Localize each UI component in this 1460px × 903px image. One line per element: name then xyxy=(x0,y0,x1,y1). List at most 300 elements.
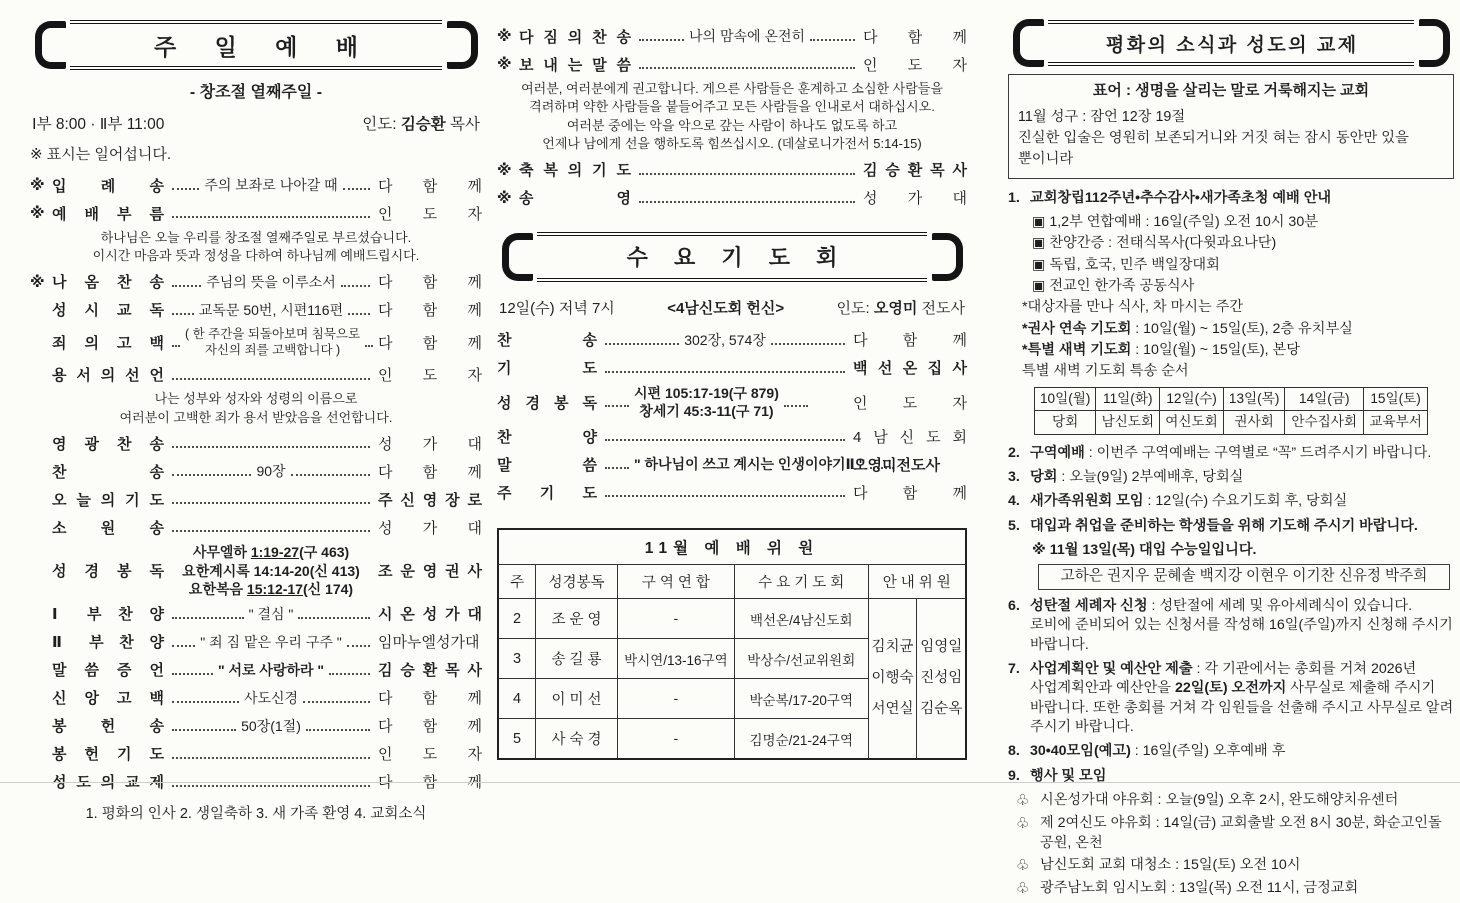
ushers-left-cell: 김치균 이행숙 서연실 xyxy=(868,599,917,760)
dot-leader xyxy=(329,665,370,675)
dot-leader xyxy=(172,665,213,675)
news-section xyxy=(1008,20,1454,903)
group-cell: 교육부서 xyxy=(1364,411,1428,434)
announcement-text: 30•40모임(예고) : 16일(주일) 오후예배 후 xyxy=(1030,743,1286,760)
service-item-assignee: 다 함 께 xyxy=(378,463,482,481)
service-item-name: 찬 송 xyxy=(52,463,164,481)
service-item-name: 송 영 xyxy=(519,190,631,208)
dot-leader xyxy=(172,438,370,448)
service-item-middle xyxy=(164,494,378,504)
service-times: Ⅰ부 8:00 · Ⅱ부 11:00 xyxy=(32,116,165,133)
news-title: 평화의 소식과 성도의 교제 xyxy=(1105,34,1359,56)
service-item-assignee: 임마누엘성가대 xyxy=(378,634,480,652)
event-bullet-text: 시온성가대 야유회 : 오늘(9일) 오후 2시, 완도해양치유센터 xyxy=(1040,791,1399,808)
scroll-ornament-icon xyxy=(442,20,482,70)
service-item-middle xyxy=(597,455,866,473)
service-item-name: 봉 헌 기 도 xyxy=(52,746,164,764)
service-item-assignee: 다 함 께 xyxy=(378,334,482,352)
scripture-reader-cell: 이 미 선 xyxy=(536,679,618,719)
dot-leader xyxy=(639,31,684,41)
service-item-middle xyxy=(597,384,853,420)
church-motto: 표어 : 생명을 살리는 말로 거룩해지는 교회 xyxy=(1092,82,1370,99)
service-item-name: 성 시 교 독 xyxy=(52,302,164,320)
dot-leader xyxy=(343,180,370,190)
service-item-detail: ( 한 주간을 되돌아보며 침묵으로 자신의 죄를 고백합니다 ) xyxy=(185,326,361,358)
service-item-assignee: 김 승 환 목 사 xyxy=(863,162,967,180)
service-item-middle xyxy=(631,59,863,69)
announcement-item xyxy=(1008,444,1454,463)
service-item-detail: 주의 보좌로 나아갈 때 xyxy=(204,176,338,193)
dot-leader xyxy=(172,637,195,647)
dot-leader xyxy=(605,487,845,497)
service-item-middle xyxy=(164,605,378,623)
scroll-ornament-icon xyxy=(497,232,537,282)
announcement-text: 사업계획안 및 예산안 제출 : 각 기관에서는 총회를 거쳐 2026년 사업계획안과 예산안을 22일(토) 오전까지 사무실로 제출해 주시기 바랍니다. 또한 총회를 거쳐 각 임원들을 선출해 주시고 사무실로 알려 주시기 바랍니다. xyxy=(1030,660,1454,735)
announcement-number: 7. xyxy=(1008,660,1020,677)
dot-leader xyxy=(347,637,370,647)
service-item-middle xyxy=(164,438,378,448)
service-item-assignee: 김 승 환 목 사 xyxy=(378,662,482,680)
announcement-text: 새가족위원회 모임 : 12일(수) 수요기도회 후, 당회실 xyxy=(1030,493,1348,510)
service-item xyxy=(30,173,482,197)
announcement-text: 행사 및 모임 xyxy=(1030,767,1107,784)
dot-leader xyxy=(172,522,370,532)
wednesday-prayer-cell: 박상수/선교위원회 xyxy=(734,639,868,679)
dot-leader xyxy=(605,459,629,469)
standing-marker-icon: ※ xyxy=(497,28,512,45)
group-cell: 남신도회 xyxy=(1096,411,1160,434)
service-item-name: 성 경 봉 독 xyxy=(52,563,164,581)
announcement-number: 1. xyxy=(1008,189,1020,206)
group-cell: 안수집사회 xyxy=(1285,411,1364,434)
announcement-subline: 특별 새벽 기도회 특송 순서 xyxy=(1022,363,1189,380)
service-item-middle xyxy=(164,301,378,319)
announcement-item xyxy=(1008,660,1454,737)
announcement-subline: *특별 새벽 기도회 : 10일(월) ~ 15일(토), 본당 xyxy=(1022,342,1300,358)
sunday-worship-section xyxy=(30,20,482,823)
announcement-item xyxy=(1008,742,1454,761)
service-item xyxy=(30,487,482,511)
service-item-detail: 주님의 뜻을 이루소서 xyxy=(206,273,336,290)
column-header: 수 요 기 도 회 xyxy=(734,565,868,599)
service-item xyxy=(30,459,482,483)
service-item-detail: 90장 xyxy=(256,463,286,480)
service-item-middle xyxy=(631,193,863,203)
announcement-subline: *대상자를 만나 식사, 차 마시는 주간 xyxy=(1022,299,1244,316)
week-number-cell: 2 xyxy=(498,599,536,639)
dot-leader xyxy=(639,59,855,69)
service-item-name: 신 앙 고 백 xyxy=(52,690,164,708)
standing-marker-icon: ※ xyxy=(30,177,45,194)
service-item-name: 오 늘 의 기 도 xyxy=(52,491,164,509)
service-item-middle xyxy=(631,27,863,45)
service-item-middle xyxy=(164,326,378,359)
announcement-text: 교회창립112주년•추수감사•새가족초청 예배 안내 xyxy=(1030,189,1332,206)
wednesday-prayer-cell: 백선온/4남신도회 xyxy=(734,599,868,639)
wednesday-leader: 인도: 오영미 전도사 xyxy=(836,299,965,317)
service-schedule-row xyxy=(32,112,480,134)
service-item xyxy=(497,480,967,504)
service-item-middle xyxy=(164,633,378,651)
clover-icon: ♧ xyxy=(1016,791,1030,809)
service-item-middle xyxy=(164,462,378,480)
service-item-name: 기 도 xyxy=(497,360,597,378)
service-item-name: 성 도 의 교 제 xyxy=(52,774,164,792)
service-item xyxy=(497,384,967,420)
announcement-number: 6. xyxy=(1008,598,1020,614)
worship-committee-table-wrap xyxy=(497,528,967,760)
service-item-detail: 교독문 50번, 시편116편 xyxy=(198,301,344,318)
dot-leader xyxy=(172,494,370,504)
service-item-assignee: 성 가 대 xyxy=(378,519,482,537)
service-item-assignee: 시 온 성 가 대 xyxy=(378,606,482,624)
service-item-name: 찬 양 xyxy=(497,428,597,446)
wednesday-dedication: <4남신도회 헌신> xyxy=(667,299,785,317)
service-item xyxy=(30,362,482,386)
dot-leader xyxy=(639,193,855,203)
clover-icon: ♧ xyxy=(1016,856,1030,874)
dot-leader xyxy=(771,335,845,345)
service-item-assignee: 다 함 께 xyxy=(378,690,482,708)
announcement-number: 9. xyxy=(1008,767,1020,784)
dot-leader xyxy=(365,337,373,347)
ushers-right-cell: 임영일 진성임 김순옥 xyxy=(917,599,966,760)
middle-section xyxy=(497,20,967,760)
service-item-assignee: 성 가 대 xyxy=(378,435,482,453)
service-item-detail: 302장, 574장 xyxy=(684,331,766,348)
service-item-assignee: 다 함 께 xyxy=(853,484,967,502)
service-item xyxy=(30,630,482,654)
service-leader: 인도: 김승환 목사 xyxy=(362,116,480,133)
announcement-subline: ▣ 전교인 한가족 공동식사 xyxy=(1032,278,1195,295)
announcement-subline: *권사 연속 기도회 : 10일(월) ~ 15일(토), 2층 유치부실 xyxy=(1022,320,1353,337)
service-item-assignee: 다 함 께 xyxy=(378,302,482,320)
service-item-assignee: 다 함 께 xyxy=(378,774,482,792)
scripture-reader-cell: 조 운 영 xyxy=(536,599,618,639)
service-item-assignee: 인 도 자 xyxy=(853,394,967,412)
announcement-subline: ▣ 1,2부 연합예배 : 16일(주일) 오전 10시 30분 xyxy=(1032,214,1318,231)
service-item-name: 찬 송 xyxy=(497,332,597,350)
service-item-detail: 나의 맘속에 온전히 xyxy=(689,27,805,44)
service-item-name: 보 내 는 말 씀 xyxy=(519,56,631,74)
service-item-name: 말 씀 xyxy=(497,456,597,474)
service-item-detail: " 하나님이 쓰고 계시는 인생이야기Ⅱ " xyxy=(634,456,866,473)
service-item-name: Ⅰ 부 찬 양 xyxy=(52,606,164,624)
scroll-ornament-icon xyxy=(30,20,70,70)
wednesday-prayer-banner xyxy=(497,232,967,282)
dot-leader xyxy=(172,721,236,731)
service-item-assignee: 다 함 께 xyxy=(378,718,482,736)
service-item-name: 말 씀 증 언 xyxy=(52,662,164,680)
dot-leader xyxy=(291,466,370,476)
event-bullet-item xyxy=(1008,814,1454,853)
standing-instruction-note: ※ 표시는 일어섭니다. xyxy=(30,146,171,163)
motto-box xyxy=(1008,74,1454,179)
dot-leader xyxy=(172,208,370,218)
service-item xyxy=(30,742,482,766)
dawn-prayer-week-table-wrap xyxy=(1032,387,1454,435)
standing-marker-icon: ※ xyxy=(497,189,512,207)
announcement-list xyxy=(1008,189,1454,900)
announcement-item xyxy=(1008,597,1454,655)
day-header: 14일(금) xyxy=(1285,387,1364,410)
announcement-text: 성탄절 세례자 신청 : 성탄절에 세례 및 유아세례식이 있습니다. 로비에 준비되어 있는 신청서를 작성해 16일(주일)까지 신청해 주시기 바랍니다. xyxy=(1030,598,1453,653)
sunday-worship-banner xyxy=(30,20,482,70)
service-item-middle xyxy=(597,331,853,349)
service-item-name: 예 배 부 름 xyxy=(52,205,164,223)
group-cell: 당회 xyxy=(1035,411,1096,434)
dot-leader xyxy=(298,609,370,619)
service-item-assignee: 오영미전도사 xyxy=(853,456,940,474)
service-item-detail: " 결심 " xyxy=(248,605,294,622)
explanation-note: 여러분, 여러분에게 권고합니다. 게으른 사람들은 훈계하고 소심한 사람들을 격려하며 약한 사람들을 붙들어주고 모든 사람들을 인내로서 대하십시오. 여러분 중에는 악을 악으로 갚는 사람이 하나도 없도록 하고 언제나 남에게 선을 행하도록 힘쓰십시오. (데살로니가전서 5:14-15) xyxy=(521,81,943,152)
scroll-ornament-icon xyxy=(927,232,967,282)
column-header: 구 역 연 합 xyxy=(617,565,734,599)
dot-leader xyxy=(172,749,370,759)
service-item xyxy=(30,543,482,598)
dawn-prayer-week-table xyxy=(1034,387,1428,435)
service-item-assignee: 인 도 자 xyxy=(378,746,482,764)
announcement-text: 당회 : 오늘(9일) 2부예배후, 당회실 xyxy=(1030,468,1244,485)
worship-committee-table xyxy=(497,528,967,760)
service-item xyxy=(30,686,482,710)
day-header: 13일(목) xyxy=(1223,387,1284,410)
table-header-row xyxy=(1035,387,1428,410)
wednesday-prayer-cell: 김명순/21-24구역 xyxy=(734,719,868,760)
banner-frame xyxy=(537,232,927,282)
service-item-name: 성 경 봉 독 xyxy=(497,394,597,412)
announcement-subline: ▣ 독립, 호국, 민주 백일장대회 xyxy=(1032,256,1220,273)
service-item-detail: " 죄 짐 맡은 우리 구주 " xyxy=(200,633,342,650)
service-item-detail: 사무엘하 1:19-27(구 463) 요한계시록 14:14-20(신 413) 요한복음 15:12-17(신 174) xyxy=(182,544,360,597)
wednesday-info-row xyxy=(499,297,965,318)
column-header: 성경봉독 xyxy=(536,565,618,599)
monthly-verse-reference: 11월 성구 : 잠언 12장 19절 xyxy=(1018,108,1186,125)
dot-leader xyxy=(639,165,855,175)
announcement-text: 구역예배 : 이번주 구역예배는 구역별로 “꼭” 드려주시기 바랍니다. xyxy=(1030,444,1432,461)
service-item-name: Ⅱ 부 찬 양 xyxy=(52,634,164,652)
standing-marker-icon: ※ xyxy=(497,56,512,73)
dot-leader xyxy=(605,363,845,373)
service-item-detail: 50장(1절) xyxy=(241,717,301,734)
service-item-assignee: 백 선 온 집 사 xyxy=(853,360,967,378)
day-header: 11일(화) xyxy=(1096,387,1160,410)
dot-leader xyxy=(605,335,679,345)
exam-students-name-box: 고하은 권지우 문혜솔 백지강 이현우 이기찬 신유정 박주희 xyxy=(1038,564,1450,590)
service-item-detail: 사도신경 xyxy=(243,689,299,706)
service-item-middle xyxy=(164,369,378,379)
announcement-item xyxy=(1008,189,1454,208)
announcement-item xyxy=(1008,492,1454,511)
service-item-middle xyxy=(597,487,853,497)
service-item-middle xyxy=(164,717,378,735)
dot-leader xyxy=(341,277,370,287)
service-item xyxy=(30,298,482,322)
dot-leader xyxy=(172,277,201,287)
day-header: 10일(월) xyxy=(1035,387,1096,410)
announcement-number: 3. xyxy=(1008,468,1020,485)
service-item-name: 영 광 찬 송 xyxy=(52,435,164,453)
dot-leader xyxy=(172,369,370,379)
event-bullet-text: 광주남노회 임시노회 : 13일(목) 오전 11시, 금정교회 xyxy=(1040,880,1359,897)
dot-leader xyxy=(605,431,845,441)
table-row xyxy=(1035,411,1428,434)
announcement-number: 2. xyxy=(1008,444,1020,461)
service-item xyxy=(30,326,482,359)
event-bullet-text: 제 2여신도 야유회 : 14일(금) 교회출발 오전 8시 30분, 화순고인돌 공원, 온천 xyxy=(1040,815,1442,851)
service-item-assignee: 4 남 신 도 회 xyxy=(853,428,967,446)
column-header: 안 내 위 원 xyxy=(868,565,966,599)
service-item-assignee: 다 함 께 xyxy=(378,274,482,292)
service-item xyxy=(497,52,967,76)
service-item xyxy=(497,24,967,48)
district-union-cell: 박시연/13-16구역 xyxy=(617,639,734,679)
service-item-assignee: 다 함 께 xyxy=(853,332,967,350)
service-item-assignee: 조 운 영 권 사 xyxy=(378,563,482,581)
wednesday-prayer-title: 수 요 기 도 회 xyxy=(626,245,848,271)
week-number-cell: 3 xyxy=(498,639,536,679)
clover-icon: ♧ xyxy=(1016,880,1030,898)
service-item-middle xyxy=(164,273,378,291)
service-item-detail: 시편 105:17-19(구 879) 창세기 45:3-11(구 71) xyxy=(634,384,779,419)
clover-icon: ♧ xyxy=(1016,815,1030,833)
dot-leader xyxy=(172,180,199,190)
service-item-detail: " 서로 사랑하라 " xyxy=(217,661,325,678)
service-item-middle xyxy=(597,363,853,373)
service-item-name: 입 례 송 xyxy=(52,177,164,195)
service-item-middle xyxy=(164,749,378,759)
service-item xyxy=(497,328,967,352)
dot-leader xyxy=(172,337,180,347)
service-item-assignee: 다 함 께 xyxy=(863,28,967,46)
service-item-middle xyxy=(164,543,378,598)
service-item xyxy=(30,658,482,682)
wednesday-order-of-worship xyxy=(497,328,967,504)
announcement-number: 4. xyxy=(1008,493,1020,510)
district-union-cell: - xyxy=(617,599,734,639)
liturgical-season-subtitle: - 창조절 열째주일 - xyxy=(189,84,323,101)
sunday-order-of-worship xyxy=(30,173,482,794)
service-item-assignee: 인 도 자 xyxy=(863,56,967,74)
scripture-reader-cell: 송 길 룡 xyxy=(536,639,618,679)
dot-leader xyxy=(172,609,244,619)
service-item-assignee: 성 가 대 xyxy=(863,190,967,208)
service-item-middle xyxy=(164,661,378,679)
service-item-name: 봉 헌 송 xyxy=(52,718,164,736)
committee-table-title: 11월 예 배 위 원 xyxy=(498,529,966,565)
dot-leader xyxy=(303,693,370,703)
service-item-name: 축 복 의 기 도 xyxy=(519,162,631,180)
service-item xyxy=(497,158,967,182)
table-row xyxy=(498,599,966,639)
district-union-cell: - xyxy=(617,679,734,719)
announcement-subline: ▣ 찬양간증 : 전태식목사(다윗과요나단) xyxy=(1032,235,1277,252)
dot-leader xyxy=(348,305,370,315)
event-bullet-item xyxy=(1008,879,1454,899)
group-cell: 권사회 xyxy=(1223,411,1284,434)
explanation-note: 하나님은 오늘 우리를 창조절 열째주일로 부르셨습니다. 이시간 마음과 뜻과 정성을 다하여 하나님께 예배드립시다. xyxy=(92,230,420,264)
day-header: 15일(토) xyxy=(1364,387,1428,410)
week-number-cell: 4 xyxy=(498,679,536,719)
standing-marker-icon: ※ xyxy=(30,205,45,222)
announcement-item xyxy=(1008,517,1454,536)
wednesday-datetime: 12일(수) 저녁 7시 xyxy=(499,299,615,317)
service-item-name: 주 기 도 xyxy=(497,484,597,502)
service-item xyxy=(30,515,482,539)
service-item-assignee: 인 도 자 xyxy=(378,205,482,223)
table-header-row xyxy=(498,565,966,599)
sunday-order-continuation xyxy=(497,24,967,210)
fellowship-order-note: 1. 평화의 인사 2. 생일축하 3. 새 가족 환영 4. 교회소식 xyxy=(85,805,427,822)
week-number-cell: 5 xyxy=(498,719,536,760)
service-item-assignee: 다 함 께 xyxy=(378,177,482,195)
dot-leader xyxy=(172,693,239,703)
service-item xyxy=(30,714,482,738)
service-item xyxy=(30,602,482,626)
service-item-name: 나 옴 찬 송 xyxy=(52,274,164,292)
service-item-middle xyxy=(164,176,378,194)
dot-leader xyxy=(784,397,808,407)
banner-frame xyxy=(70,20,442,70)
service-item-middle xyxy=(164,522,378,532)
dot-leader xyxy=(172,466,251,476)
service-item-middle xyxy=(164,208,378,218)
district-union-cell: - xyxy=(617,719,734,760)
service-item xyxy=(497,356,967,380)
service-item-name: 소 원 송 xyxy=(52,519,164,537)
service-item-name: 다 짐 의 찬 송 xyxy=(519,28,631,46)
announcement-number: 5. xyxy=(1008,517,1020,534)
explanation-note: 나는 성부와 성자와 성령의 이름으로 여러분이 고백한 죄가 용서 받았음을 선언합니다. xyxy=(119,391,393,425)
service-item-middle xyxy=(164,689,378,707)
service-item xyxy=(30,201,482,225)
banner-frame xyxy=(1048,20,1414,66)
scroll-ornament-icon xyxy=(1008,20,1048,66)
dot-leader xyxy=(810,31,855,41)
event-bullet-item xyxy=(1008,791,1454,811)
service-item xyxy=(30,431,482,455)
news-banner xyxy=(1008,20,1454,66)
event-bullet-text: 남신도회 교회 대청소 : 15일(토) 오전 10시 xyxy=(1040,856,1301,873)
service-item xyxy=(497,186,967,210)
sunday-worship-title: 주 일 예 배 xyxy=(153,33,375,60)
announcement-number: 8. xyxy=(1008,743,1020,760)
dot-leader xyxy=(172,305,194,315)
standing-marker-icon: ※ xyxy=(30,273,45,291)
scripture-reader-cell: 사 숙 경 xyxy=(536,719,618,760)
service-item-middle xyxy=(631,165,863,175)
service-item-name: 죄 의 고 백 xyxy=(52,334,164,352)
service-item xyxy=(30,270,482,294)
announcement-item xyxy=(1008,468,1454,487)
table-title-row xyxy=(498,529,966,565)
dot-leader xyxy=(605,397,629,407)
service-item-name: 용 서 의 선 언 xyxy=(52,366,164,384)
column-header: 주 xyxy=(498,565,536,599)
dot-leader xyxy=(306,721,370,731)
announcement-text: 대입과 취업을 준비하는 학생들을 위해 기도해 주시기 바랍니다. xyxy=(1030,517,1418,534)
event-bullet-item xyxy=(1008,856,1454,876)
monthly-verse-text: 진실한 입술은 영원히 보존되거니와 거짓 혀는 잠시 동안만 있을 뿐이니라 xyxy=(1018,129,1409,168)
scroll-ornament-icon xyxy=(1414,20,1454,66)
standing-marker-icon: ※ xyxy=(497,161,512,179)
announcement-subline: ※ 11월 13일(목) 대입 수능일입니다. xyxy=(1032,541,1257,558)
page-bottom-edge xyxy=(0,782,1460,783)
service-item xyxy=(497,424,967,448)
day-header: 12일(수) xyxy=(1160,387,1224,410)
service-item-middle xyxy=(597,431,853,441)
wednesday-prayer-cell: 박순복/17-20구역 xyxy=(734,679,868,719)
